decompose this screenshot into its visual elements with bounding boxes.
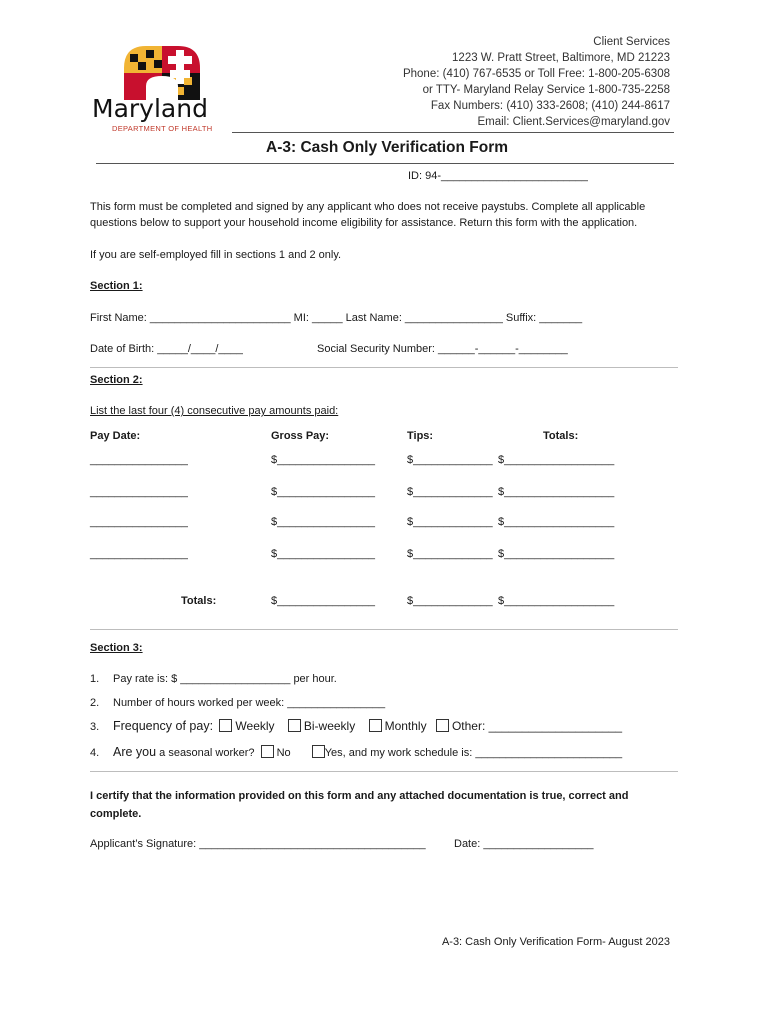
- address-line: Fax Numbers: (410) 333-2608; (410) 244-8617: [430, 100, 670, 112]
- gross-pay-field[interactable]: $________________: [271, 548, 376, 560]
- total-field[interactable]: $__________________: [498, 454, 615, 466]
- yes-label[interactable]: Yes, and my work schedule is: ________________________: [324, 747, 623, 759]
- other-checkbox[interactable]: [436, 719, 449, 732]
- tips-field[interactable]: $_____________: [407, 548, 493, 560]
- monthly-checkbox[interactable]: [369, 719, 382, 732]
- date-field[interactable]: Date: __________________: [454, 838, 594, 850]
- seasonal-label-small: a seasonal worker?: [156, 747, 255, 759]
- no-label: No: [276, 747, 291, 759]
- tips-field[interactable]: $_____________: [407, 486, 493, 498]
- title-divider: [96, 163, 674, 164]
- no-checkbox[interactable]: [261, 745, 274, 758]
- other-label[interactable]: Other: ____________________: [451, 719, 623, 733]
- name-fields[interactable]: First Name: _______________________ MI: _____ Last Name: ________________ Suffix: _______: [90, 312, 583, 324]
- col-totals: Totals:: [543, 430, 579, 442]
- total-field[interactable]: $__________________: [498, 486, 615, 498]
- logo-name: Maryland: [92, 94, 208, 123]
- yes-checkbox[interactable]: [312, 745, 325, 758]
- pay-date-field[interactable]: ________________: [90, 548, 188, 560]
- signature-field[interactable]: Applicant’s Signature: _____________________________________: [90, 838, 426, 850]
- total-field[interactable]: $__________________: [498, 548, 615, 560]
- seasonal-label-large: Are you: [113, 745, 157, 759]
- weekly-checkbox[interactable]: [219, 719, 232, 732]
- dob-field[interactable]: Date of Birth: _____/____/____: [90, 343, 243, 355]
- gross-pay-field[interactable]: $________________: [271, 516, 376, 528]
- col-tips: Tips:: [407, 430, 434, 442]
- tips-field[interactable]: $_____________: [407, 516, 493, 528]
- col-pay-date: Pay Date:: [90, 430, 141, 442]
- gross-pay-field[interactable]: $________________: [271, 486, 376, 498]
- pay-rate-text: Pay rate is: $ __________________: [113, 673, 294, 685]
- tips-field[interactable]: $_____________: [407, 454, 493, 466]
- maryland-flag-icon: [124, 46, 200, 100]
- gross-pay-field[interactable]: $________________: [271, 454, 376, 466]
- q3-number: 3.: [90, 721, 100, 733]
- q1-number: 1.: [90, 673, 100, 685]
- hours-per-week-field[interactable]: Number of hours worked per week: ________________: [113, 697, 386, 709]
- section3-heading: Section 3:: [90, 642, 143, 654]
- form-title: A-3: Cash Only Verification Form: [266, 139, 509, 156]
- frequency-of-pay: [113, 719, 622, 733]
- section-divider: [90, 367, 678, 368]
- footer-text: A-3: Cash Only Verification Form- August 2023: [441, 936, 670, 948]
- logo-department: DEPARTMENT OF HEALTH: [112, 124, 213, 133]
- address-line: or TTY- Maryland Relay Service 1-800-735-2258: [422, 84, 670, 96]
- totals-label: Totals:: [181, 595, 217, 607]
- tips-total-field[interactable]: $_____________: [407, 595, 493, 607]
- intro-text: questions below to support your household income eligibility for assistance. Return this form with the application.: [90, 217, 638, 229]
- address-block: [403, 34, 670, 130]
- biweekly-label: Bi-weekly: [303, 719, 356, 733]
- pay-date-field[interactable]: ________________: [90, 516, 188, 528]
- q4-number: 4.: [90, 747, 100, 759]
- header-divider: [232, 132, 674, 133]
- logo: [90, 42, 220, 134]
- frequency-label: Frequency of pay:: [113, 719, 214, 733]
- address-line: 1223 W. Pratt Street, Baltimore, MD 21223: [452, 52, 670, 64]
- pay-date-field[interactable]: ________________: [90, 486, 188, 498]
- gross-total-field[interactable]: $________________: [271, 595, 376, 607]
- pay-rate-field[interactable]: [113, 673, 337, 685]
- seasonal-worker: [113, 745, 622, 759]
- section-divider: [90, 771, 678, 772]
- self-employed-note: If you are self-employed fill in sections 1 and 2 only.: [90, 249, 342, 261]
- address-line: Email: Client.Services@maryland.gov: [477, 116, 670, 128]
- form-id-field[interactable]: ID: 94-________________________: [408, 170, 588, 182]
- certification-text: I certify that the information provided on this form and any attached documentation is true, correct and: [90, 790, 629, 802]
- q2-number: 2.: [90, 697, 100, 709]
- total-field[interactable]: $__________________: [498, 516, 615, 528]
- grand-total-field[interactable]: $__________________: [498, 595, 615, 607]
- section-divider: [90, 629, 678, 630]
- section2-heading: Section 2:: [90, 374, 143, 386]
- monthly-label: Monthly: [384, 719, 427, 733]
- address-line: Phone: (410) 767-6535 or Toll Free: 1-800-205-6308: [402, 68, 670, 80]
- pay-date-field[interactable]: ________________: [90, 454, 188, 466]
- address-line: Client Services: [593, 36, 670, 48]
- biweekly-checkbox[interactable]: [288, 719, 301, 732]
- pay-rate-unit: per hour.: [293, 673, 337, 685]
- col-gross-pay: Gross Pay:: [271, 430, 330, 442]
- weekly-label: Weekly: [235, 719, 275, 733]
- intro-text: This form must be completed and signed by any applicant who does not receive paystubs. Complete all applicable: [90, 201, 646, 213]
- section1-heading: Section 1:: [90, 280, 143, 292]
- certification-text: complete.: [90, 808, 142, 820]
- pay-instruction: List the last four (4) consecutive pay amounts paid:: [90, 405, 339, 417]
- ssn-field[interactable]: Social Security Number: ______-______-________: [317, 343, 568, 355]
